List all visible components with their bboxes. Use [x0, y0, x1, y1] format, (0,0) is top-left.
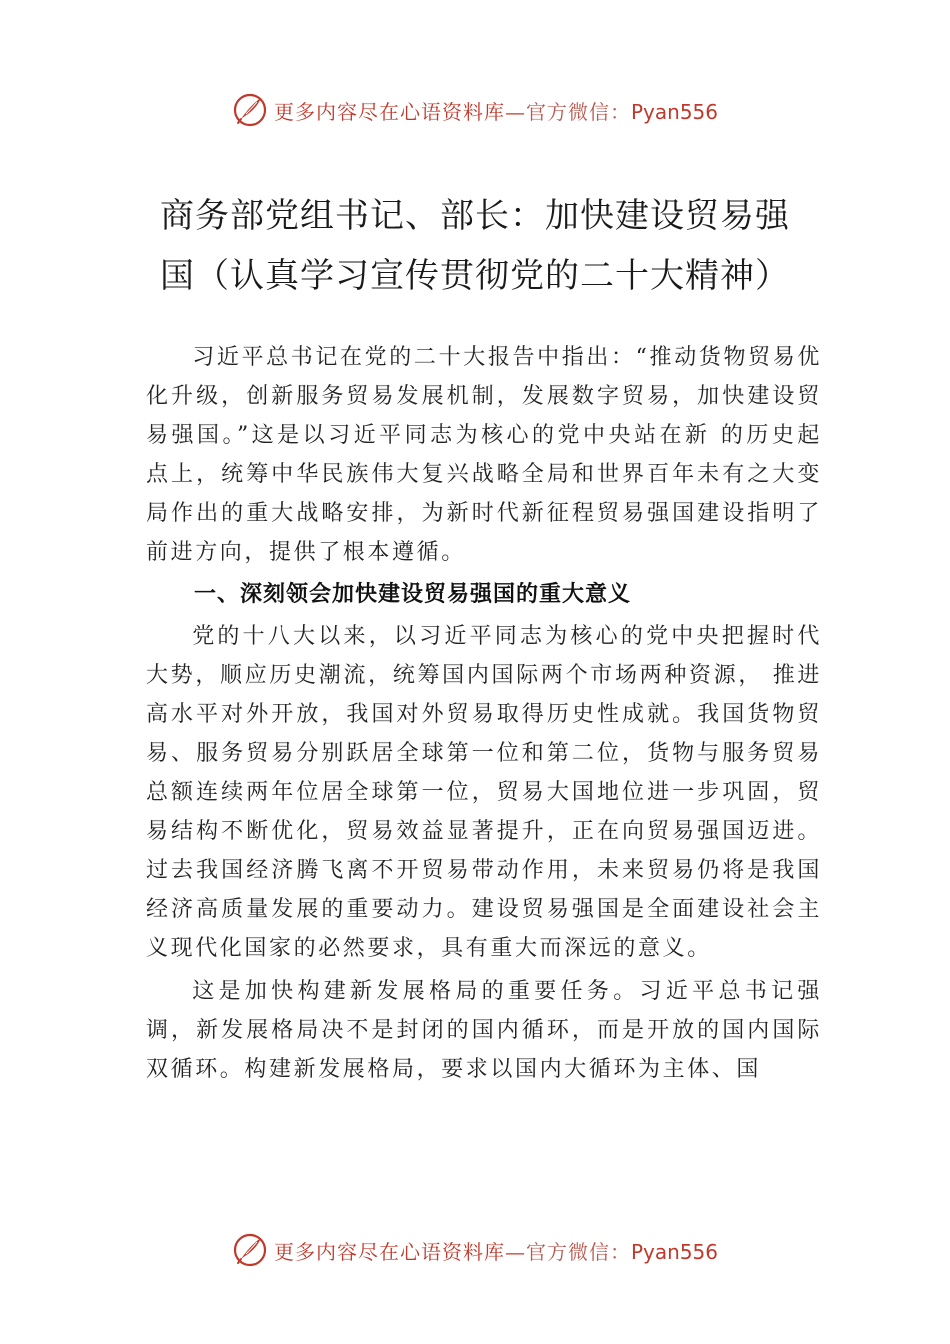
document-title: 商务部党组书记、部长：加快建设贸易强国（认真学习宣传贯彻党的二十大精神） — [160, 196, 790, 296]
header-watermark-banner — [0, 92, 950, 128]
watermark-slogan: 更多内容尽在心语资料库 — [273, 1239, 505, 1264]
document-body — [146, 338, 822, 1089]
wechat-label: 官方微信： — [525, 99, 631, 124]
wechat-id: Pyan556 — [630, 99, 718, 124]
watermark-separator: — — [504, 1239, 526, 1264]
watermark-separator: — — [504, 99, 526, 124]
footer-watermark-banner — [0, 1232, 950, 1268]
paragraph-intro: 习近平总书记在党的二十大报告中指出：“推动货物贸易优化升级，创新服务贸易发展机制，发展数字贸易，加快建设贸易强国。”这是以习近平同志为核心的党中央站在新 的历史起点上，统筹中华民族伟大复兴战略全局和世界百年未有之大变局作出的重大战略安排，为新时代新征程贸易强国建设指明了前进方向，提供了根本遵循。 — [146, 345, 822, 565]
quill-logo-icon — [232, 1232, 268, 1268]
watermark-text — [274, 1236, 718, 1265]
watermark-text — [274, 96, 718, 125]
watermark-slogan: 更多内容尽在心语资料库 — [273, 99, 505, 124]
paragraph-new-pattern: 这是加快构建新发展格局的重要任务。习近平总书记强调，新发展格局决不是封闭的国内循环，而是开放的国内国际双循环。构建新发展格局，要求以国内大循环为主体、国 — [146, 979, 822, 1082]
wechat-id: Pyan556 — [630, 1239, 718, 1264]
quill-logo-icon — [232, 92, 268, 128]
wechat-label: 官方微信： — [525, 1239, 631, 1264]
section-heading: 一、深刻领会加快建设贸易强国的重大意义 — [194, 582, 632, 607]
paragraph-achievements: 党的十八大以来，以习近平同志为核心的党中央把握时代大势，顺应历史潮流，统筹国内国际两个市场两种资源， 推进高水平对外开放，我国对外贸易取得历史性成就。我国货物贸易、服务贸易分别跃居全球第一位和第二位，货物与服务贸易总额连续两年位居全球第一位，贸易大国地位进一步巩固，贸易结构不断优化，贸易效益显著提升，正在向贸易强国迈进。过去我国经济腾飞离不开贸易带动作用，未来贸易仍将是我国经济高质量发展的重要动力。建设贸易强国是全面建设社会主义现代化国家的必然要求，具有重大而深远的意义。 — [146, 624, 822, 961]
